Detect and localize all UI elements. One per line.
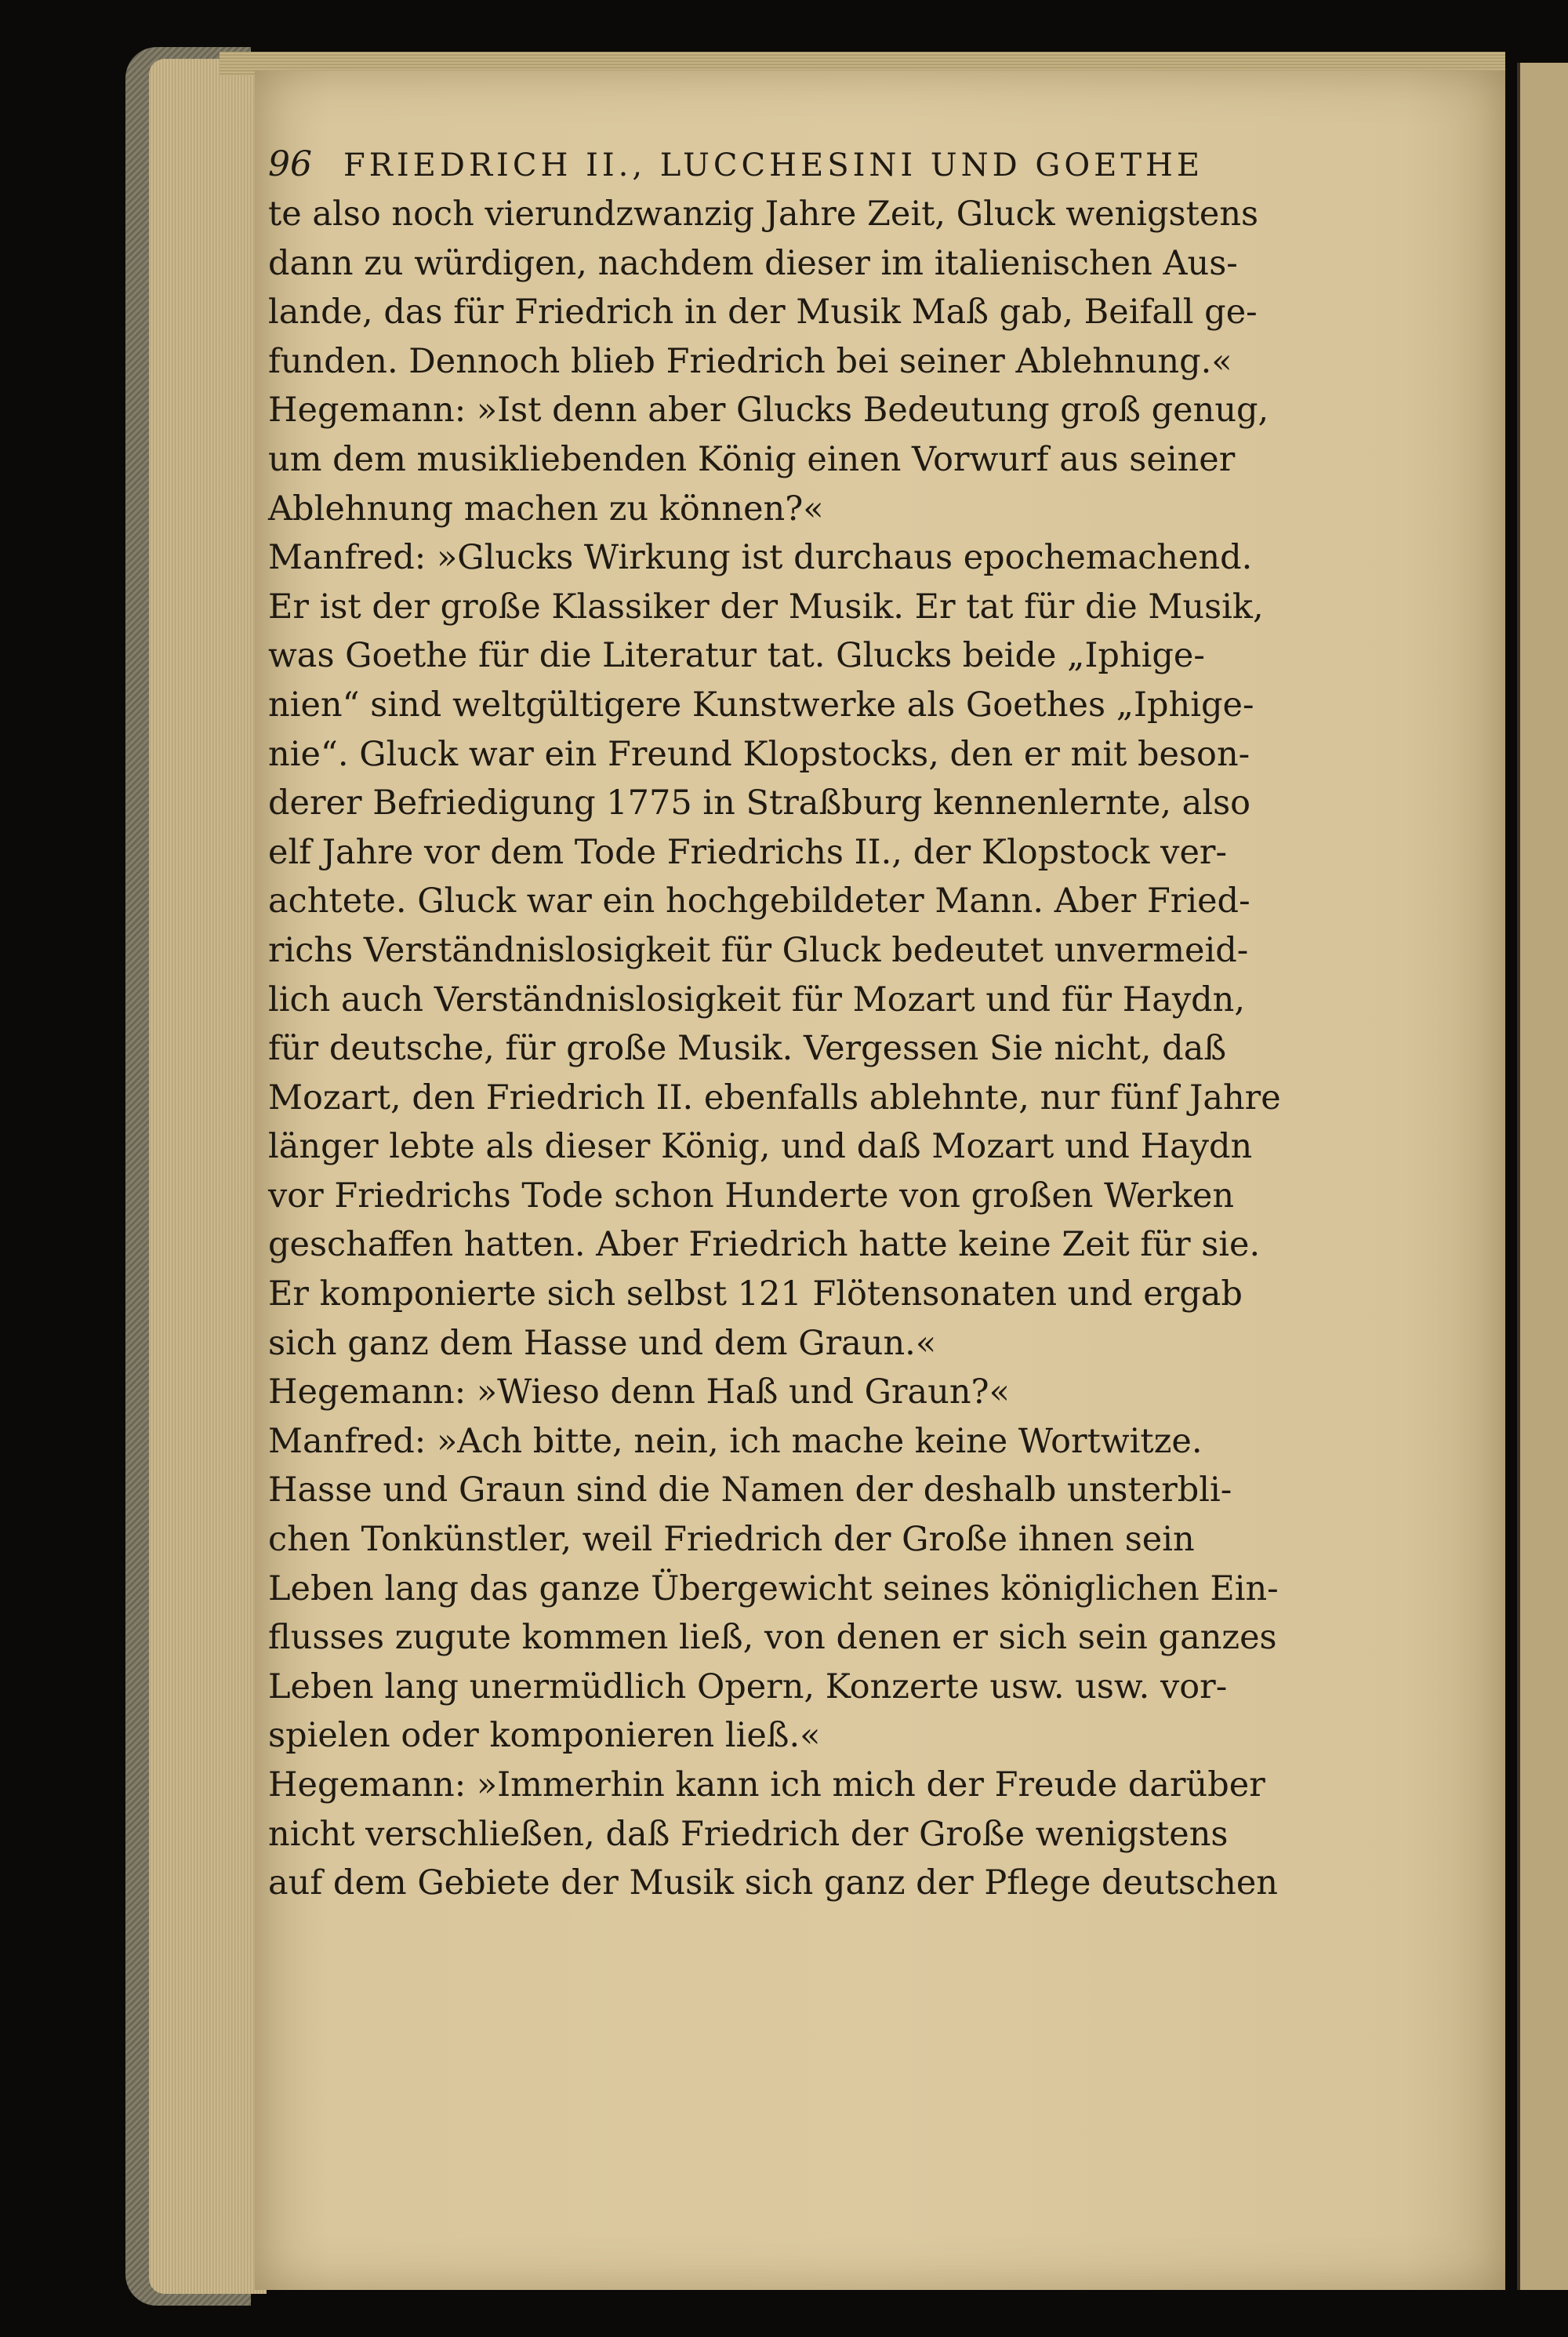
text-line: funden. Dennoch blieb Friedrich bei seiner Ablehnung.« xyxy=(268,341,1232,381)
text-line: länger lebte als dieser König, und daß Mozart und Haydn xyxy=(268,1127,1253,1167)
text-line: nicht verschließen, daß Friedrich der Große wenigstens xyxy=(268,1814,1229,1854)
text-line: achtete. Gluck war ein hochgebildeter Mann. Aber Fried- xyxy=(268,881,1250,921)
page-stack-edge xyxy=(149,59,267,2294)
text-line: auf dem Gebiete der Musik sich ganz der Pflege deutschen xyxy=(268,1863,1278,1903)
text-line: vor Friedrichs Tode schon Hunderte von großen Werken xyxy=(268,1176,1235,1216)
text-line: Manfred: »Ach bitte, nein, ich mache keine Wortwitze. xyxy=(268,1421,1203,1461)
text-line: derer Befriedigung 1775 in Straßburg kennenlernte, also xyxy=(268,783,1251,823)
running-head xyxy=(268,141,1421,188)
body-text xyxy=(268,190,1421,1908)
text-line: te also noch vierundzwanzig Jahre Zeit, Gluck wenigstens xyxy=(268,194,1259,234)
text-line: Er ist der große Klassiker der Musik. Er tat für die Musik, xyxy=(268,587,1264,627)
text-line: lich auch Verständnislosigkeit für Mozart und für Haydn, xyxy=(268,980,1246,1019)
text-line: Hegemann: »Ist denn aber Glucks Bedeutung groß genug, xyxy=(268,391,1269,431)
text-line: Hasse und Graun sind die Namen der deshalb unsterbli- xyxy=(268,1470,1232,1510)
text-line: Manfred: »Glucks Wirkung ist durchaus epochemachend. xyxy=(268,538,1253,578)
text-line: für deutsche, für große Musik. Vergessen Sie nicht, daß xyxy=(268,1029,1227,1069)
text-line: um dem musikliebenden König einen Vorwurf aus seiner xyxy=(268,439,1236,479)
text-line: Mozart, den Friedrich II. ebenfalls ablehnte, nur fünf Jahre xyxy=(268,1078,1281,1118)
text-line: sich ganz dem Hasse und dem Graun.« xyxy=(268,1323,937,1363)
text-line: flusses zugute kommen ließ, von denen er sich sein ganzes xyxy=(268,1618,1277,1658)
running-title: FRIEDRICH II., LUCCHESINI UND GOETHE xyxy=(343,147,1204,184)
text-line: spielen oder komponieren ließ.« xyxy=(268,1716,821,1756)
text-line: nie“. Gluck war ein Freund Klopstocks, den er mit beson- xyxy=(268,734,1250,774)
text-line: elf Jahre vor dem Tode Friedrichs II., der Klopstock ver- xyxy=(268,832,1227,872)
text-line: richs Verständnislosigkeit für Gluck bedeutet unvermeid- xyxy=(268,930,1249,970)
text-line: Leben lang unermüdlich Opern, Konzerte usw. usw. vor- xyxy=(268,1666,1228,1706)
text-line: nien“ sind weltgültigere Kunstwerke als Goethes „Iphige- xyxy=(268,685,1254,725)
text-line: Er komponierte sich selbst 121 Flötensonaten und ergab xyxy=(268,1274,1243,1314)
page-text xyxy=(268,141,1421,1908)
text-line: geschaffen hatten. Aber Friedrich hatte keine Zeit für sie. xyxy=(268,1225,1261,1265)
text-line: dann zu würdigen, nachdem dieser im italienischen Aus- xyxy=(268,243,1238,283)
text-line: Hegemann: »Immerhin kann ich mich der Freude darüber xyxy=(268,1765,1265,1805)
text-line: lande, das für Friedrich in der Musik Maß gab, Beifall ge- xyxy=(268,293,1258,333)
text-line: chen Tonkünstler, weil Friedrich der Große ihnen sein xyxy=(268,1520,1195,1560)
text-line: was Goethe für die Literatur tat. Glucks beide „Iphige- xyxy=(268,636,1205,676)
text-line: Ablehnung machen zu können?« xyxy=(268,489,824,529)
facing-page-edge xyxy=(1517,63,1568,2290)
text-line: Hegemann: »Wieso denn Haß und Graun?« xyxy=(268,1372,1010,1412)
text-line: Leben lang das ganze Übergewicht seines königlichen Ein- xyxy=(268,1568,1279,1608)
page-number: 96 xyxy=(268,144,312,184)
